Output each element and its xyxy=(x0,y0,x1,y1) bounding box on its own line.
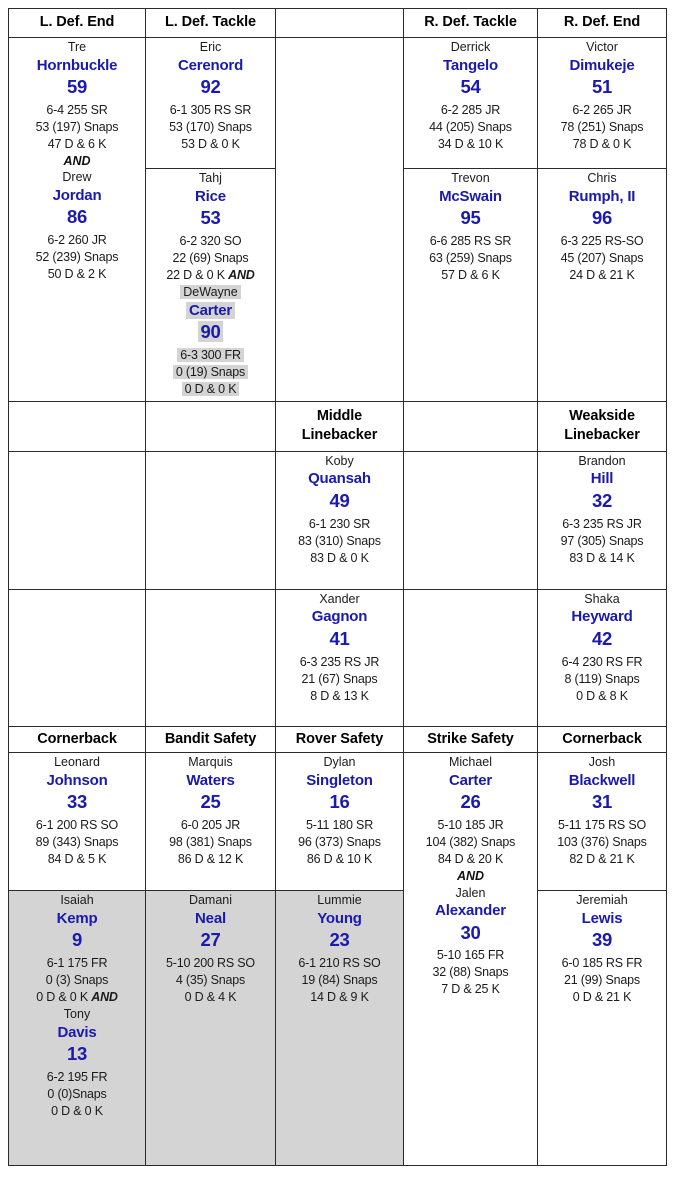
player-jersey-number xyxy=(148,320,273,345)
position-header-left-def-end: L. Def. End xyxy=(9,9,146,38)
player-jersey-number: 95 xyxy=(460,207,481,229)
player-entry xyxy=(406,171,535,284)
player-downs-kicks: 24 D & 21 K xyxy=(569,267,635,282)
player-downs-kicks: 53 D & 0 K xyxy=(181,136,240,151)
player-jersey-number: 27 xyxy=(200,929,221,951)
player-entry xyxy=(11,170,143,283)
player-last-name: Rumph, II xyxy=(568,187,636,205)
player-first-name: Leonard xyxy=(54,755,100,770)
player-snaps xyxy=(148,364,273,381)
player-last-name: Quansah xyxy=(308,470,371,488)
player-snaps: 0 (0)Snaps xyxy=(47,1087,107,1102)
player-downs-kicks: 83 D & 14 K xyxy=(569,550,635,565)
position-header-right-def-end: R. Def. End xyxy=(538,9,667,38)
header-row-secondary xyxy=(9,726,667,753)
cell-rover-safety-backup xyxy=(276,891,404,1166)
player-snaps: 97 (305) Snaps xyxy=(560,533,644,548)
player-last-name xyxy=(148,301,273,321)
position-header-blank-1 xyxy=(276,9,404,38)
player-last-name: Blackwell xyxy=(568,771,636,789)
player-jersey-number: 92 xyxy=(200,76,221,98)
player-jersey-number: 30 xyxy=(460,921,481,943)
player-last-name-text: Carter xyxy=(186,302,235,319)
player-jersey-number: 39 xyxy=(592,929,612,951)
defensive-depth-chart-table xyxy=(8,8,667,1166)
player-measurables: 6-1 175 FR xyxy=(46,956,108,971)
player-last-name: Kemp xyxy=(56,909,98,927)
player-snaps: 44 (205) Snaps xyxy=(429,119,512,134)
player-snaps: 104 (382) Snaps xyxy=(425,835,516,850)
player-measurables: 6-1 200 RS SO xyxy=(35,818,119,833)
cell-cornerback-right-backup xyxy=(538,891,667,1166)
player-measurables: 6-3 235 RS JR xyxy=(562,516,642,531)
player-entry xyxy=(11,755,143,868)
player-first-name: Drew xyxy=(62,170,92,185)
player-first-name: Koby xyxy=(325,453,354,468)
player-snaps: 98 (381) Snaps xyxy=(169,835,252,850)
position-header-line-2: Linebacker xyxy=(301,426,378,443)
secondary-row-2 xyxy=(9,891,667,1166)
player-downs-kicks: 86 D & 12 K xyxy=(177,852,244,867)
player-last-name: Hill xyxy=(590,470,614,488)
player-first-name: Xander xyxy=(319,591,360,606)
dline-row-1 xyxy=(9,38,667,169)
cell-left-def-tackle-starter xyxy=(146,38,276,169)
player-snaps: 45 (207) Snaps xyxy=(560,250,644,265)
position-header-right-def-tackle: R. Def. Tackle xyxy=(404,9,538,38)
player-jersey-number: 16 xyxy=(329,791,350,813)
player-measurables: 5-10 200 RS SO xyxy=(166,956,255,971)
player-jersey-number: 96 xyxy=(592,207,612,229)
position-header-weakside-linebacker xyxy=(538,401,667,451)
player-last-name: Carter xyxy=(449,771,492,789)
position-header-middle-linebacker xyxy=(276,401,404,451)
player-downs-kicks: 0 D & 0 K xyxy=(51,1104,103,1119)
player-entry xyxy=(148,171,273,284)
player-entry xyxy=(11,40,143,153)
player-snaps: 22 (69) Snaps xyxy=(172,250,249,265)
player-downs-kicks: 0 D & 4 K xyxy=(184,990,237,1005)
player-first-name: Tre xyxy=(67,40,87,54)
player-jersey-number: 59 xyxy=(67,76,87,98)
player-first-name xyxy=(148,285,273,301)
player-snaps: 78 (251) Snaps xyxy=(560,119,644,134)
player-jersey-number: 26 xyxy=(460,791,481,813)
player-downs-kicks: 34 D & 10 K xyxy=(437,136,504,151)
player-last-name: Dimukeje xyxy=(569,56,635,74)
player-first-name: Lummie xyxy=(317,893,362,908)
player-jersey-number: 13 xyxy=(67,1043,87,1065)
player-measurables: 6-4 255 SR xyxy=(46,102,108,117)
cell-left-def-end-players xyxy=(9,38,146,402)
player-first-name: Damani xyxy=(188,893,233,908)
player-last-name: Hornbuckle xyxy=(36,56,118,74)
player-measurables: 6-2 265 JR xyxy=(572,102,632,117)
cell-dline-blank xyxy=(276,38,404,402)
player-entry xyxy=(540,592,664,705)
player-last-name: Johnson xyxy=(46,771,108,789)
player-snaps: 0 (3) Snaps xyxy=(45,973,109,988)
player-snaps: 21 (67) Snaps xyxy=(301,671,378,686)
secondary-row-1 xyxy=(9,753,667,891)
cell-cornerback-left-starter xyxy=(9,753,146,891)
player-first-name: Trevon xyxy=(451,171,490,185)
cell-bandit-safety-backup xyxy=(146,891,276,1166)
player-measurables: 6-2 320 SO xyxy=(179,233,242,248)
position-header-rover-safety: Rover Safety xyxy=(276,726,404,753)
player-entry xyxy=(540,893,664,1006)
player-first-name: Isaiah xyxy=(60,893,94,908)
player-last-name: Alexander xyxy=(435,902,506,920)
cell-cornerback-left-backups xyxy=(9,891,146,1166)
linebacker-row-1 xyxy=(9,451,667,589)
player-first-name: Tahj xyxy=(199,171,222,185)
player-measurables: 6-0 185 RS FR xyxy=(561,956,643,971)
player-last-name: McSwain xyxy=(439,187,502,205)
player-jersey-number: 53 xyxy=(200,207,221,229)
cell-weakside-linebacker-starter xyxy=(538,451,667,589)
cell-weakside-linebacker-backup xyxy=(538,589,667,726)
player-first-name: Tony xyxy=(63,1007,91,1022)
player-entry xyxy=(11,1007,143,1120)
downs-kicks-value: 22 D & 0 K xyxy=(166,267,225,282)
and-separator: AND xyxy=(456,869,485,884)
player-jersey-number: 23 xyxy=(329,929,350,951)
player-measurables: 5-11 180 SR xyxy=(305,818,374,833)
player-first-name: Josh xyxy=(588,755,616,770)
position-header-strike-safety: Strike Safety xyxy=(404,726,538,753)
player-entry xyxy=(540,40,664,153)
player-jersey-number: 42 xyxy=(592,627,612,649)
position-header-cornerback-left: Cornerback xyxy=(9,726,146,753)
position-header-blank-3 xyxy=(146,401,276,451)
player-first-name: Dylan xyxy=(323,755,356,770)
position-header-blank-4 xyxy=(404,401,538,451)
player-first-name: Jalen xyxy=(455,885,486,900)
player-last-name: Lewis xyxy=(581,909,623,927)
player-last-name: Waters xyxy=(186,771,235,789)
player-last-name: Cerenord xyxy=(177,56,244,74)
player-jersey-number-text: 90 xyxy=(198,321,224,342)
player-measurables: 6-2 260 JR xyxy=(47,233,107,248)
player-downs-kicks: 14 D & 9 K xyxy=(310,990,369,1005)
player-measurables: 6-2 195 FR xyxy=(46,1070,108,1085)
player-jersey-number: 41 xyxy=(329,627,350,649)
player-downs-kicks xyxy=(148,381,273,398)
player-snaps: 19 (84) Snaps xyxy=(301,973,378,988)
player-downs-kicks: 84 D & 5 K xyxy=(47,852,107,867)
player-snaps: 21 (99) Snaps xyxy=(564,973,640,988)
player-jersey-number: 54 xyxy=(460,76,481,98)
player-downs-kicks: 57 D & 6 K xyxy=(441,267,500,282)
player-first-name: Eric xyxy=(199,40,222,54)
position-header-blank-2 xyxy=(9,401,146,451)
and-separator: AND xyxy=(228,267,255,282)
header-row-dline xyxy=(9,9,667,38)
player-entry-highlighted xyxy=(148,285,273,398)
position-header-cornerback-right: Cornerback xyxy=(538,726,667,753)
player-last-name: Neal xyxy=(195,909,226,927)
player-downs-kicks: 8 D & 13 K xyxy=(310,688,369,703)
cell-right-def-end-starter xyxy=(538,38,667,169)
player-entry xyxy=(148,40,273,153)
cell-right-def-tackle-starter xyxy=(404,38,538,169)
cell-strike-safety-players xyxy=(404,753,538,1166)
player-measurables: 6-6 285 RS SR xyxy=(429,233,512,248)
player-snaps: 63 (259) Snaps xyxy=(429,250,512,265)
player-snaps: 53 (170) Snaps xyxy=(169,119,252,134)
player-jersey-number: 32 xyxy=(592,489,612,511)
player-snaps: 32 (88) Snaps xyxy=(432,965,509,980)
player-measurables: 6-4 230 RS FR xyxy=(561,654,643,669)
player-last-name: Tangelo xyxy=(443,56,498,74)
player-snaps: 96 (373) Snaps xyxy=(298,835,381,850)
player-last-name: Jordan xyxy=(52,186,102,204)
player-measurables: 5-10 165 FR xyxy=(436,948,505,963)
linebacker-row-2 xyxy=(9,589,667,726)
cell-lb-blank-2 xyxy=(146,451,276,589)
player-downs-kicks xyxy=(148,267,273,284)
player-measurables xyxy=(148,347,273,364)
cell-lb-blank-1 xyxy=(9,451,146,589)
player-downs-kicks: 82 D & 21 K xyxy=(569,852,635,867)
position-header-line-1: Weakside xyxy=(569,408,635,425)
player-entry xyxy=(540,454,664,567)
player-measurables: 6-3 225 RS-SO xyxy=(560,233,644,248)
player-jersey-number: 49 xyxy=(329,489,350,511)
player-entry xyxy=(278,592,401,705)
player-downs-kicks: 78 D & 0 K xyxy=(572,136,632,151)
player-downs-kicks: 0 D & 21 K xyxy=(572,990,632,1005)
player-downs-kicks xyxy=(11,989,143,1006)
cell-lb-blank-3 xyxy=(404,451,538,589)
player-measurables: 6-1 230 SR xyxy=(308,516,371,531)
cell-right-def-tackle-backup xyxy=(404,169,538,402)
header-row-linebackers xyxy=(9,401,667,451)
cell-cornerback-right-starter xyxy=(538,753,667,891)
cell-right-def-end-backup xyxy=(538,169,667,402)
player-entry xyxy=(278,755,401,868)
player-first-name: Chris xyxy=(587,171,617,185)
cell-middle-linebacker-starter xyxy=(276,451,404,589)
player-snaps-text: 0 (19) Snaps xyxy=(173,365,248,379)
cell-lb-blank-6 xyxy=(404,589,538,726)
position-header-line-1: Middle xyxy=(316,408,363,425)
player-snaps: 8 (119) Snaps xyxy=(564,671,640,686)
cell-left-def-tackle-backups xyxy=(146,169,276,402)
player-first-name: Marquis xyxy=(188,755,233,770)
player-snaps: 4 (35) Snaps xyxy=(175,973,246,988)
position-header-line-2: Linebacker xyxy=(564,426,640,443)
player-measurables: 5-10 185 JR xyxy=(437,818,504,833)
player-measurables: 5-11 175 RS SO xyxy=(558,818,646,833)
player-entry xyxy=(540,171,664,284)
player-entry xyxy=(406,886,535,999)
player-snaps: 103 (376) Snaps xyxy=(557,835,647,850)
player-last-name: Davis xyxy=(57,1023,97,1041)
and-separator: AND xyxy=(63,153,91,168)
player-downs-kicks: 47 D & 6 K xyxy=(47,136,107,151)
cell-middle-linebacker-backup xyxy=(276,589,404,726)
player-snaps: 52 (239) Snaps xyxy=(35,250,119,265)
player-jersey-number: 31 xyxy=(592,791,612,813)
player-jersey-number: 86 xyxy=(67,206,87,228)
player-entry xyxy=(406,40,535,153)
player-measurables: 6-3 235 RS JR xyxy=(299,654,380,669)
player-entry xyxy=(278,893,401,1006)
player-last-name: Singleton xyxy=(306,771,373,789)
player-downs-kicks: 86 D & 10 K xyxy=(306,852,373,867)
player-jersey-number: 25 xyxy=(200,791,221,813)
player-snaps: 83 (310) Snaps xyxy=(298,533,381,548)
player-last-name: Rice xyxy=(195,187,226,205)
downs-kicks-value: 0 D & 0 K xyxy=(36,990,88,1005)
player-downs-kicks: 50 D & 2 K xyxy=(47,267,107,282)
player-jersey-number: 9 xyxy=(72,929,82,951)
cell-lb-blank-4 xyxy=(9,589,146,726)
player-snaps: 89 (343) Snaps xyxy=(35,835,119,850)
player-measurables: 6-1 305 RS SR xyxy=(169,102,252,117)
cell-lb-blank-5 xyxy=(146,589,276,726)
player-first-name: Michael xyxy=(448,755,493,770)
player-measurables: 6-0 205 JR xyxy=(180,818,241,833)
player-entry xyxy=(406,755,535,868)
player-measurables: 6-1 210 RS SO xyxy=(298,956,381,971)
player-first-name-text: DeWayne xyxy=(180,285,240,299)
player-last-name: Heyward xyxy=(571,608,633,626)
player-downs-kicks: 83 D & 0 K xyxy=(310,550,369,565)
player-downs-kicks-text: 0 D & 0 K xyxy=(182,382,240,396)
player-entry xyxy=(148,893,273,1006)
player-downs-kicks: 0 D & 8 K xyxy=(576,688,628,703)
cell-rover-safety-starter xyxy=(276,753,404,891)
player-entry xyxy=(148,755,273,868)
player-measurables-text: 6-3 300 FR xyxy=(177,348,244,362)
position-header-bandit-safety: Bandit Safety xyxy=(146,726,276,753)
player-first-name: Derrick xyxy=(450,40,491,54)
player-last-name: Gagnon xyxy=(311,608,368,626)
player-last-name: Young xyxy=(317,909,362,927)
player-downs-kicks: 7 D & 25 K xyxy=(441,982,500,997)
player-entry xyxy=(540,755,664,868)
player-first-name: Victor xyxy=(586,40,618,54)
player-snaps: 53 (197) Snaps xyxy=(35,119,119,134)
position-header-left-def-tackle: L. Def. Tackle xyxy=(146,9,276,38)
cell-bandit-safety-starter xyxy=(146,753,276,891)
player-jersey-number: 33 xyxy=(67,791,87,813)
player-first-name: Shaka xyxy=(584,591,620,606)
player-downs-kicks: 84 D & 20 K xyxy=(437,852,504,867)
player-first-name: Jeremiah xyxy=(576,893,628,908)
player-jersey-number: 51 xyxy=(592,76,612,98)
and-separator: AND xyxy=(91,990,118,1005)
player-measurables: 6-2 285 JR xyxy=(440,102,501,117)
player-entry xyxy=(11,893,143,1006)
player-first-name: Brandon xyxy=(578,453,626,468)
player-entry xyxy=(278,454,401,567)
